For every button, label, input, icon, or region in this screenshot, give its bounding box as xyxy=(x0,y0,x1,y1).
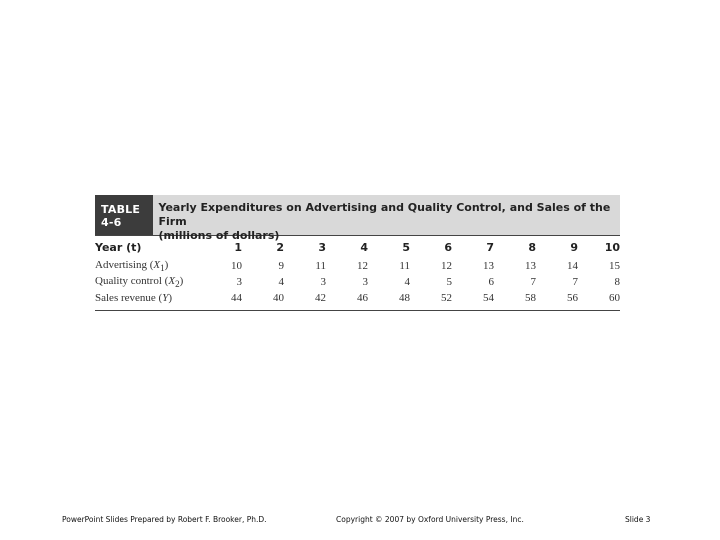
table-cell: 40 xyxy=(273,292,284,304)
row-label-text: Quality control ( xyxy=(95,274,169,287)
table-cell: 5 xyxy=(446,276,452,288)
table-bottom-rule xyxy=(95,310,620,311)
header-cell: 7 xyxy=(486,240,494,254)
table-title-line1: Yearly Expenditures on Advertising and Quality Control, and Sales of the Firm xyxy=(158,201,611,228)
table-cell: 3 xyxy=(362,276,368,288)
table-number: TABLE 4-6 xyxy=(95,195,153,235)
header-cell: 8 xyxy=(528,240,536,254)
table-cell: 42 xyxy=(315,292,326,304)
footer-copyright: Copyright © 2007 by Oxford University Press, Inc. xyxy=(336,515,524,524)
table-cell: 4 xyxy=(278,276,284,288)
row-label xyxy=(95,290,200,306)
footer-author: PowerPoint Slides Prepared by Robert F. Brooker, Ph.D. xyxy=(62,515,267,524)
data-table-block xyxy=(95,195,620,311)
header-cell: 2 xyxy=(276,240,284,254)
table-cell: 6 xyxy=(488,276,494,288)
table-row xyxy=(95,290,620,306)
row-label-variable: Y xyxy=(162,292,169,304)
table-cell: 7 xyxy=(530,276,536,288)
table-cell: 60 xyxy=(609,292,620,304)
table-cell: 15 xyxy=(609,260,620,272)
table-cell: 13 xyxy=(483,260,494,272)
table-cell: 44 xyxy=(231,292,242,304)
row-label-variable: X xyxy=(168,274,176,287)
row-label-subscript: 1 xyxy=(160,263,165,274)
table-cell: 10 xyxy=(231,260,242,272)
table-header-banner xyxy=(95,195,620,242)
header-cell: 6 xyxy=(444,240,452,254)
row-label-variable: X xyxy=(153,258,161,271)
table-cell: 9 xyxy=(278,260,284,272)
header-cell: 1 xyxy=(234,240,242,254)
row-label-end: ) xyxy=(179,274,184,287)
table-cell: 11 xyxy=(315,260,326,272)
table-cell: 3 xyxy=(236,276,242,288)
table-title-line2: (millions of dollars) xyxy=(158,229,280,242)
table-cell: 12 xyxy=(441,260,452,272)
row-label xyxy=(95,274,200,290)
row-label-text: Advertising ( xyxy=(95,258,154,271)
table-cell: 52 xyxy=(441,292,452,304)
table-title xyxy=(153,195,621,242)
table-cell: 56 xyxy=(567,292,578,304)
table-cell: 58 xyxy=(525,292,536,304)
row-label xyxy=(95,258,200,274)
table-cell: 48 xyxy=(399,292,410,304)
header-cell: 3 xyxy=(318,240,326,254)
footer-slide-number: Slide 3 xyxy=(625,515,651,524)
table-cell: 13 xyxy=(525,260,536,272)
table-cell: 7 xyxy=(572,276,578,288)
table-cell: 46 xyxy=(357,292,368,304)
row-label-subscript: 2 xyxy=(175,279,180,290)
header-cell: 5 xyxy=(402,240,410,254)
data-table xyxy=(95,236,620,306)
header-cell: Year (t) xyxy=(95,240,142,254)
table-cell: 54 xyxy=(483,292,494,304)
table-cell: 11 xyxy=(399,260,410,272)
row-label-text: Sales revenue ( xyxy=(95,292,163,304)
header-cell: 9 xyxy=(570,240,578,254)
header-cell: 4 xyxy=(360,240,368,254)
table-row xyxy=(95,258,620,274)
table-cell: 14 xyxy=(567,260,578,272)
table-row xyxy=(95,274,620,290)
table-cell: 3 xyxy=(320,276,326,288)
table-cell: 8 xyxy=(614,276,620,288)
row-label-end: ) xyxy=(168,292,172,304)
header-cell: 10 xyxy=(604,240,620,254)
table-cell: 4 xyxy=(404,276,410,288)
table-cell: 12 xyxy=(357,260,368,272)
row-label-end: ) xyxy=(164,258,169,271)
